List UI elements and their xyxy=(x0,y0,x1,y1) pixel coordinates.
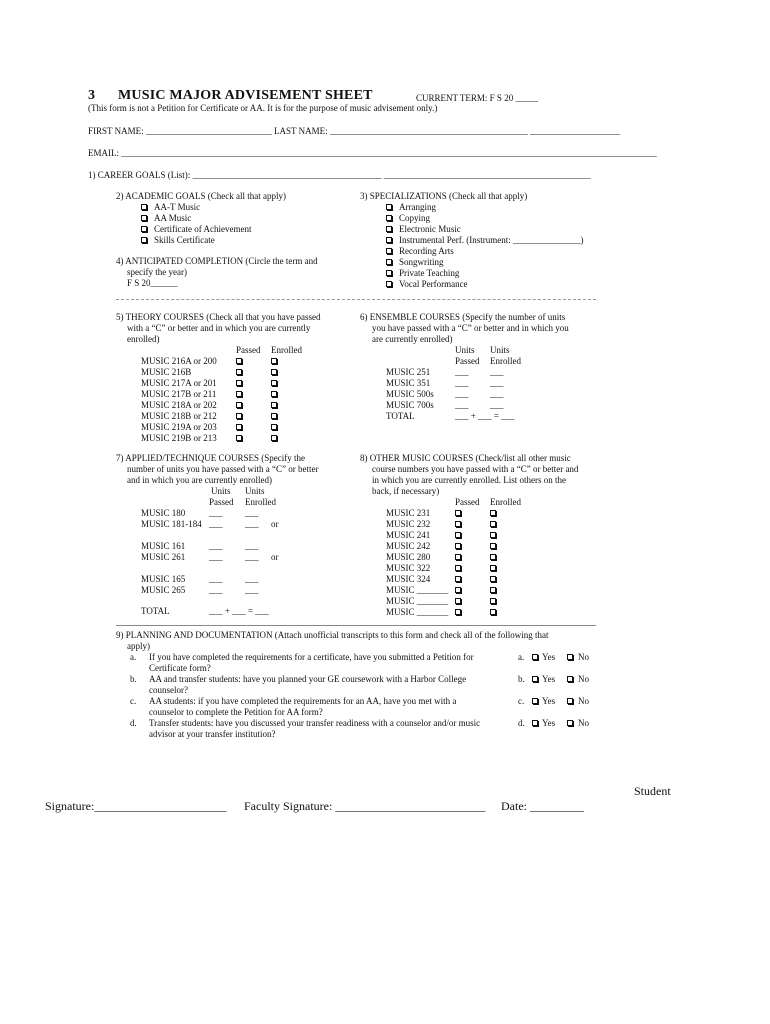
applied-course-label: MUSIC 261 xyxy=(141,552,186,562)
theory-col-passed: Passed xyxy=(236,345,261,355)
completion-term-field[interactable]: F S 20______ xyxy=(127,278,178,288)
applied-passed-units[interactable]: ___ xyxy=(209,552,223,562)
applied-enrolled-units[interactable]: ___ xyxy=(245,552,259,562)
specialization-checkbox[interactable] xyxy=(386,281,392,287)
ensemble-heading-line2: you have passed with a “C” or better and in which you xyxy=(372,323,569,333)
email-field[interactable]: EMAIL: _______________________________________________________________________________________________________________________ xyxy=(88,148,657,158)
applied-passed-units[interactable]: ___ xyxy=(209,574,223,584)
planning-item-key: b. xyxy=(518,674,525,684)
other-enrolled-checkbox[interactable] xyxy=(490,532,496,538)
other-course-label: MUSIC 324 xyxy=(386,574,431,584)
planning-no-checkbox[interactable] xyxy=(567,676,573,682)
ensemble-heading-line3: are currently enrolled) xyxy=(372,334,453,344)
planning-no-label: No xyxy=(578,718,589,728)
specialization-checkbox[interactable] xyxy=(386,270,392,276)
planning-no-checkbox[interactable] xyxy=(567,720,573,726)
academic-goal-label: AA-T Music xyxy=(154,202,201,212)
other-col-passed: Passed xyxy=(455,497,480,507)
applied-heading-line2: number of units you have passed with a “C” or better xyxy=(127,464,319,474)
sheet-number: 3 xyxy=(88,88,95,103)
theory-enrolled-checkbox[interactable] xyxy=(271,380,277,386)
theory-passed-checkbox[interactable] xyxy=(236,380,242,386)
planning-yes-checkbox[interactable] xyxy=(532,676,538,682)
other-course-label: MUSIC 322 xyxy=(386,563,431,573)
applied-passed-units[interactable]: ___ xyxy=(209,585,223,595)
current-term-field[interactable]: CURRENT TERM: F S 20 _____ xyxy=(416,93,538,103)
specialization-checkbox[interactable] xyxy=(386,204,392,210)
theory-course-label: MUSIC 216A or 200 xyxy=(141,356,217,366)
theory-heading-line2: with a “C” or better and in which you are currently xyxy=(127,323,311,333)
specialization-label: Copying xyxy=(399,213,431,223)
specialization-label: Songwriting xyxy=(399,257,444,267)
planning-item-key: c. xyxy=(518,696,525,706)
planning-no-label: No xyxy=(578,674,589,684)
planning-heading: 9) PLANNING AND DOCUMENTATION (Attach unofficial transcripts to this form and check all of the following that xyxy=(116,630,549,640)
ensemble-enrolled-units[interactable]: ___ xyxy=(490,378,504,388)
theory-course-label: MUSIC 217A or 201 xyxy=(141,378,217,388)
student-signature-field[interactable]: Signature:______________________ xyxy=(45,799,227,813)
planning-item-text: AA and transfer students: have you planned your GE coursework with a Harbor College xyxy=(149,674,467,684)
theory-passed-checkbox[interactable] xyxy=(236,402,242,408)
applied-course-label: MUSIC 165 xyxy=(141,574,186,584)
theory-course-label: MUSIC 218A or 202 xyxy=(141,400,217,410)
planning-item-key: d. xyxy=(518,718,525,728)
specialization-checkbox[interactable] xyxy=(386,226,392,232)
planning-item-letter: b. xyxy=(130,674,137,684)
applied-units-2: Units xyxy=(245,486,265,496)
other-passed-checkbox[interactable] xyxy=(455,554,461,560)
applied-passed-units[interactable]: ___ xyxy=(209,541,223,551)
specializations-heading: 3) SPECIALIZATIONS (Check all that apply) xyxy=(360,191,528,201)
other-course-label: MUSIC _______ xyxy=(386,607,449,617)
other-enrolled-checkbox[interactable] xyxy=(490,587,496,593)
applied-heading-line3: and in which you are currently enrolled) xyxy=(127,475,272,485)
planning-no-checkbox[interactable] xyxy=(567,654,573,660)
section-divider xyxy=(116,299,596,300)
faculty-signature-field[interactable]: Faculty Signature: _________________________ xyxy=(244,799,486,813)
other-passed-checkbox[interactable] xyxy=(455,510,461,516)
other-enrolled-checkbox[interactable] xyxy=(490,510,496,516)
theory-passed-checkbox[interactable] xyxy=(236,358,242,364)
ensemble-passed-units[interactable]: ___ xyxy=(455,389,469,399)
planning-heading-line2: apply) xyxy=(127,641,150,651)
theory-enrolled-checkbox[interactable] xyxy=(271,413,277,419)
applied-total-label: TOTAL xyxy=(141,606,170,616)
ensemble-enrolled-units[interactable]: ___ xyxy=(490,400,504,410)
planning-item-text-line2: advisor at your transfer institution? xyxy=(149,729,276,739)
theory-course-label: MUSIC 219A or 203 xyxy=(141,422,217,432)
student-label: Student xyxy=(634,784,671,798)
form-note: (This form is not a Petition for Certificate or AA. It is for the purpose of music advisement only.) xyxy=(88,103,438,113)
applied-passed-units[interactable]: ___ xyxy=(209,519,223,529)
specialization-checkbox[interactable] xyxy=(386,215,392,221)
planning-item-text-line2: counselor? xyxy=(149,685,188,695)
ensemble-course-label: MUSIC 700s xyxy=(386,400,434,410)
page-title: MUSIC MAJOR ADVISEMENT SHEET xyxy=(118,88,373,103)
academic-goal-checkbox[interactable] xyxy=(141,204,147,210)
other-heading-line2: course numbers you have passed with a “C” or better and xyxy=(372,464,579,474)
planning-yes-checkbox[interactable] xyxy=(532,698,538,704)
planning-yes-checkbox[interactable] xyxy=(532,654,538,660)
applied-course-label: MUSIC 181-184 xyxy=(141,519,202,529)
applied-heading: 7) APPLIED/TECHNIQUE COURSES (Specify the xyxy=(116,453,305,463)
other-enrolled-checkbox[interactable] xyxy=(490,543,496,549)
planning-item-letter: a. xyxy=(130,652,137,662)
ensemble-total-label: TOTAL xyxy=(386,411,415,421)
other-enrolled-checkbox[interactable] xyxy=(490,576,496,582)
theory-passed-checkbox[interactable] xyxy=(236,391,242,397)
specialization-label: Electronic Music xyxy=(399,224,461,234)
theory-heading-line3: enrolled) xyxy=(127,334,160,344)
other-passed-checkbox[interactable] xyxy=(455,532,461,538)
applied-course-label: MUSIC 265 xyxy=(141,585,186,595)
ensemble-col-passed: Passed xyxy=(455,356,480,366)
other-course-label: MUSIC 242 xyxy=(386,541,431,551)
ensemble-enrolled-units[interactable]: ___ xyxy=(490,367,504,377)
theory-enrolled-checkbox[interactable] xyxy=(271,369,277,375)
specialization-checkbox[interactable] xyxy=(386,248,392,254)
theory-enrolled-checkbox[interactable] xyxy=(271,358,277,364)
academic-goals-heading: 2) ACADEMIC GOALS (Check all that apply) xyxy=(116,191,286,201)
other-enrolled-checkbox[interactable] xyxy=(490,609,496,615)
planning-item-letter: c. xyxy=(130,696,137,706)
other-passed-checkbox[interactable] xyxy=(455,565,461,571)
academic-goal-label: AA Music xyxy=(154,213,192,223)
planning-no-checkbox[interactable] xyxy=(567,698,573,704)
other-heading-line3: in which you are currently enrolled. List others on the xyxy=(372,475,566,485)
specialization-label: Vocal Performance xyxy=(399,279,468,289)
other-enrolled-checkbox[interactable] xyxy=(490,554,496,560)
planning-item-key: a. xyxy=(518,652,525,662)
other-passed-checkbox[interactable] xyxy=(455,543,461,549)
first-name-field[interactable]: FIRST NAME: ____________________________ xyxy=(88,126,272,136)
planning-no-label: No xyxy=(578,696,589,706)
planning-item-text: AA students: if you have completed the requirements for an AA, have you met with a xyxy=(149,696,457,706)
planning-yes-label: Yes xyxy=(542,718,556,728)
ensemble-total-field[interactable]: ___ + ___ = ___ xyxy=(455,411,515,421)
specialization-label: Instrumental Perf. (Instrument: _______________) xyxy=(399,235,584,245)
applied-col-enrolled: Enrolled xyxy=(245,497,276,507)
applied-enrolled-units[interactable]: ___ xyxy=(245,508,259,518)
theory-course-label: MUSIC 219B or 213 xyxy=(141,433,217,443)
applied-or-label: or xyxy=(271,552,279,562)
theory-passed-checkbox[interactable] xyxy=(236,369,242,375)
planning-yes-label: Yes xyxy=(542,652,556,662)
other-heading: 8) OTHER MUSIC COURSES (Check/list all other music xyxy=(360,453,571,463)
theory-heading: 5) THEORY COURSES (Check all that you have passed xyxy=(116,312,321,322)
other-enrolled-checkbox[interactable] xyxy=(490,565,496,571)
academic-goal-label: Skills Certificate xyxy=(154,235,215,245)
theory-passed-checkbox[interactable] xyxy=(236,435,242,441)
other-course-label: MUSIC 280 xyxy=(386,552,431,562)
ensemble-enrolled-units[interactable]: ___ xyxy=(490,389,504,399)
other-enrolled-checkbox[interactable] xyxy=(490,521,496,527)
theory-col-enrolled: Enrolled xyxy=(271,345,302,355)
applied-course-label: MUSIC 180 xyxy=(141,508,186,518)
specialization-label: Private Teaching xyxy=(399,268,460,278)
last-name-field[interactable]: LAST NAME: ____________________________________________ ____________________ xyxy=(274,126,621,136)
planning-yes-checkbox[interactable] xyxy=(532,720,538,726)
planning-item-letter: d. xyxy=(130,718,137,728)
applied-enrolled-units[interactable]: ___ xyxy=(245,585,259,595)
ensemble-course-label: MUSIC 251 xyxy=(386,367,431,377)
other-course-label: MUSIC _______ xyxy=(386,585,449,595)
theory-course-label: MUSIC 217B or 211 xyxy=(141,389,217,399)
other-passed-checkbox[interactable] xyxy=(455,587,461,593)
other-course-label: MUSIC 231 xyxy=(386,508,431,518)
theory-enrolled-checkbox[interactable] xyxy=(271,391,277,397)
ensemble-heading: 6) ENSEMBLE COURSES (Specify the number of units xyxy=(360,312,566,322)
applied-enrolled-units[interactable]: ___ xyxy=(245,541,259,551)
ensemble-course-label: MUSIC 500s xyxy=(386,389,434,399)
academic-goal-label: Certificate of Achievement xyxy=(154,224,252,234)
applied-units-1: Units xyxy=(211,486,231,496)
planning-item-text-line2: counselor to complete the Petition for AA form? xyxy=(149,707,323,717)
other-course-label: MUSIC 241 xyxy=(386,530,431,540)
applied-course-label: MUSIC 161 xyxy=(141,541,186,551)
other-passed-checkbox[interactable] xyxy=(455,598,461,604)
other-passed-checkbox[interactable] xyxy=(455,609,461,615)
theory-enrolled-checkbox[interactable] xyxy=(271,402,277,408)
theory-enrolled-checkbox[interactable] xyxy=(271,435,277,441)
ensemble-col-enrolled: Enrolled xyxy=(490,356,521,366)
completion-heading: 4) ANTICIPATED COMPLETION (Circle the term and xyxy=(116,256,318,266)
completion-subheading: specify the year) xyxy=(127,267,187,277)
planning-item-text: If you have completed the requirements for a certificate, have you submitted a Petition for xyxy=(149,652,474,662)
other-col-enrolled: Enrolled xyxy=(490,497,521,507)
applied-enrolled-units[interactable]: ___ xyxy=(245,519,259,529)
theory-enrolled-checkbox[interactable] xyxy=(271,424,277,430)
career-goals-field[interactable]: 1) CAREER GOALS (List): __________________________________________ ______________________________________________ xyxy=(88,170,591,180)
ensemble-units-1: Units xyxy=(455,345,475,355)
planning-no-label: No xyxy=(578,652,589,662)
ensemble-passed-units[interactable]: ___ xyxy=(455,400,469,410)
ensemble-passed-units[interactable]: ___ xyxy=(455,378,469,388)
other-course-label: MUSIC 232 xyxy=(386,519,431,529)
other-enrolled-checkbox[interactable] xyxy=(490,598,496,604)
academic-goal-checkbox[interactable] xyxy=(141,237,147,243)
planning-yes-label: Yes xyxy=(542,696,556,706)
other-course-label: MUSIC _______ xyxy=(386,596,449,606)
theory-passed-checkbox[interactable] xyxy=(236,413,242,419)
specialization-label: Arranging xyxy=(399,202,436,212)
specialization-label: Recording Arts xyxy=(399,246,454,256)
specialization-checkbox[interactable] xyxy=(386,237,392,243)
applied-enrolled-units[interactable]: ___ xyxy=(245,574,259,584)
academic-goal-checkbox[interactable] xyxy=(141,226,147,232)
ensemble-units-2: Units xyxy=(490,345,510,355)
other-heading-line4: back, if necessary) xyxy=(372,486,440,496)
planning-item-text: Transfer students: have you discussed your transfer readiness with a counselor and/or music xyxy=(149,718,481,728)
other-passed-checkbox[interactable] xyxy=(455,521,461,527)
theory-passed-checkbox[interactable] xyxy=(236,424,242,430)
applied-or-label: or xyxy=(271,519,279,529)
ensemble-course-label: MUSIC 351 xyxy=(386,378,431,388)
planning-item-text-line2: Certificate form? xyxy=(149,663,211,673)
academic-goal-checkbox[interactable] xyxy=(141,215,147,221)
applied-passed-units[interactable]: ___ xyxy=(209,508,223,518)
theory-course-label: MUSIC 218B or 212 xyxy=(141,411,217,421)
section-divider-2 xyxy=(116,625,596,626)
applied-col-passed: Passed xyxy=(209,497,234,507)
applied-total-field[interactable]: ___ + ___ = ___ xyxy=(209,606,269,616)
ensemble-passed-units[interactable]: ___ xyxy=(455,367,469,377)
other-passed-checkbox[interactable] xyxy=(455,576,461,582)
specialization-checkbox[interactable] xyxy=(386,259,392,265)
date-field[interactable]: Date: _________ xyxy=(501,799,584,813)
planning-yes-label: Yes xyxy=(542,674,556,684)
theory-course-label: MUSIC 216B xyxy=(141,367,192,377)
